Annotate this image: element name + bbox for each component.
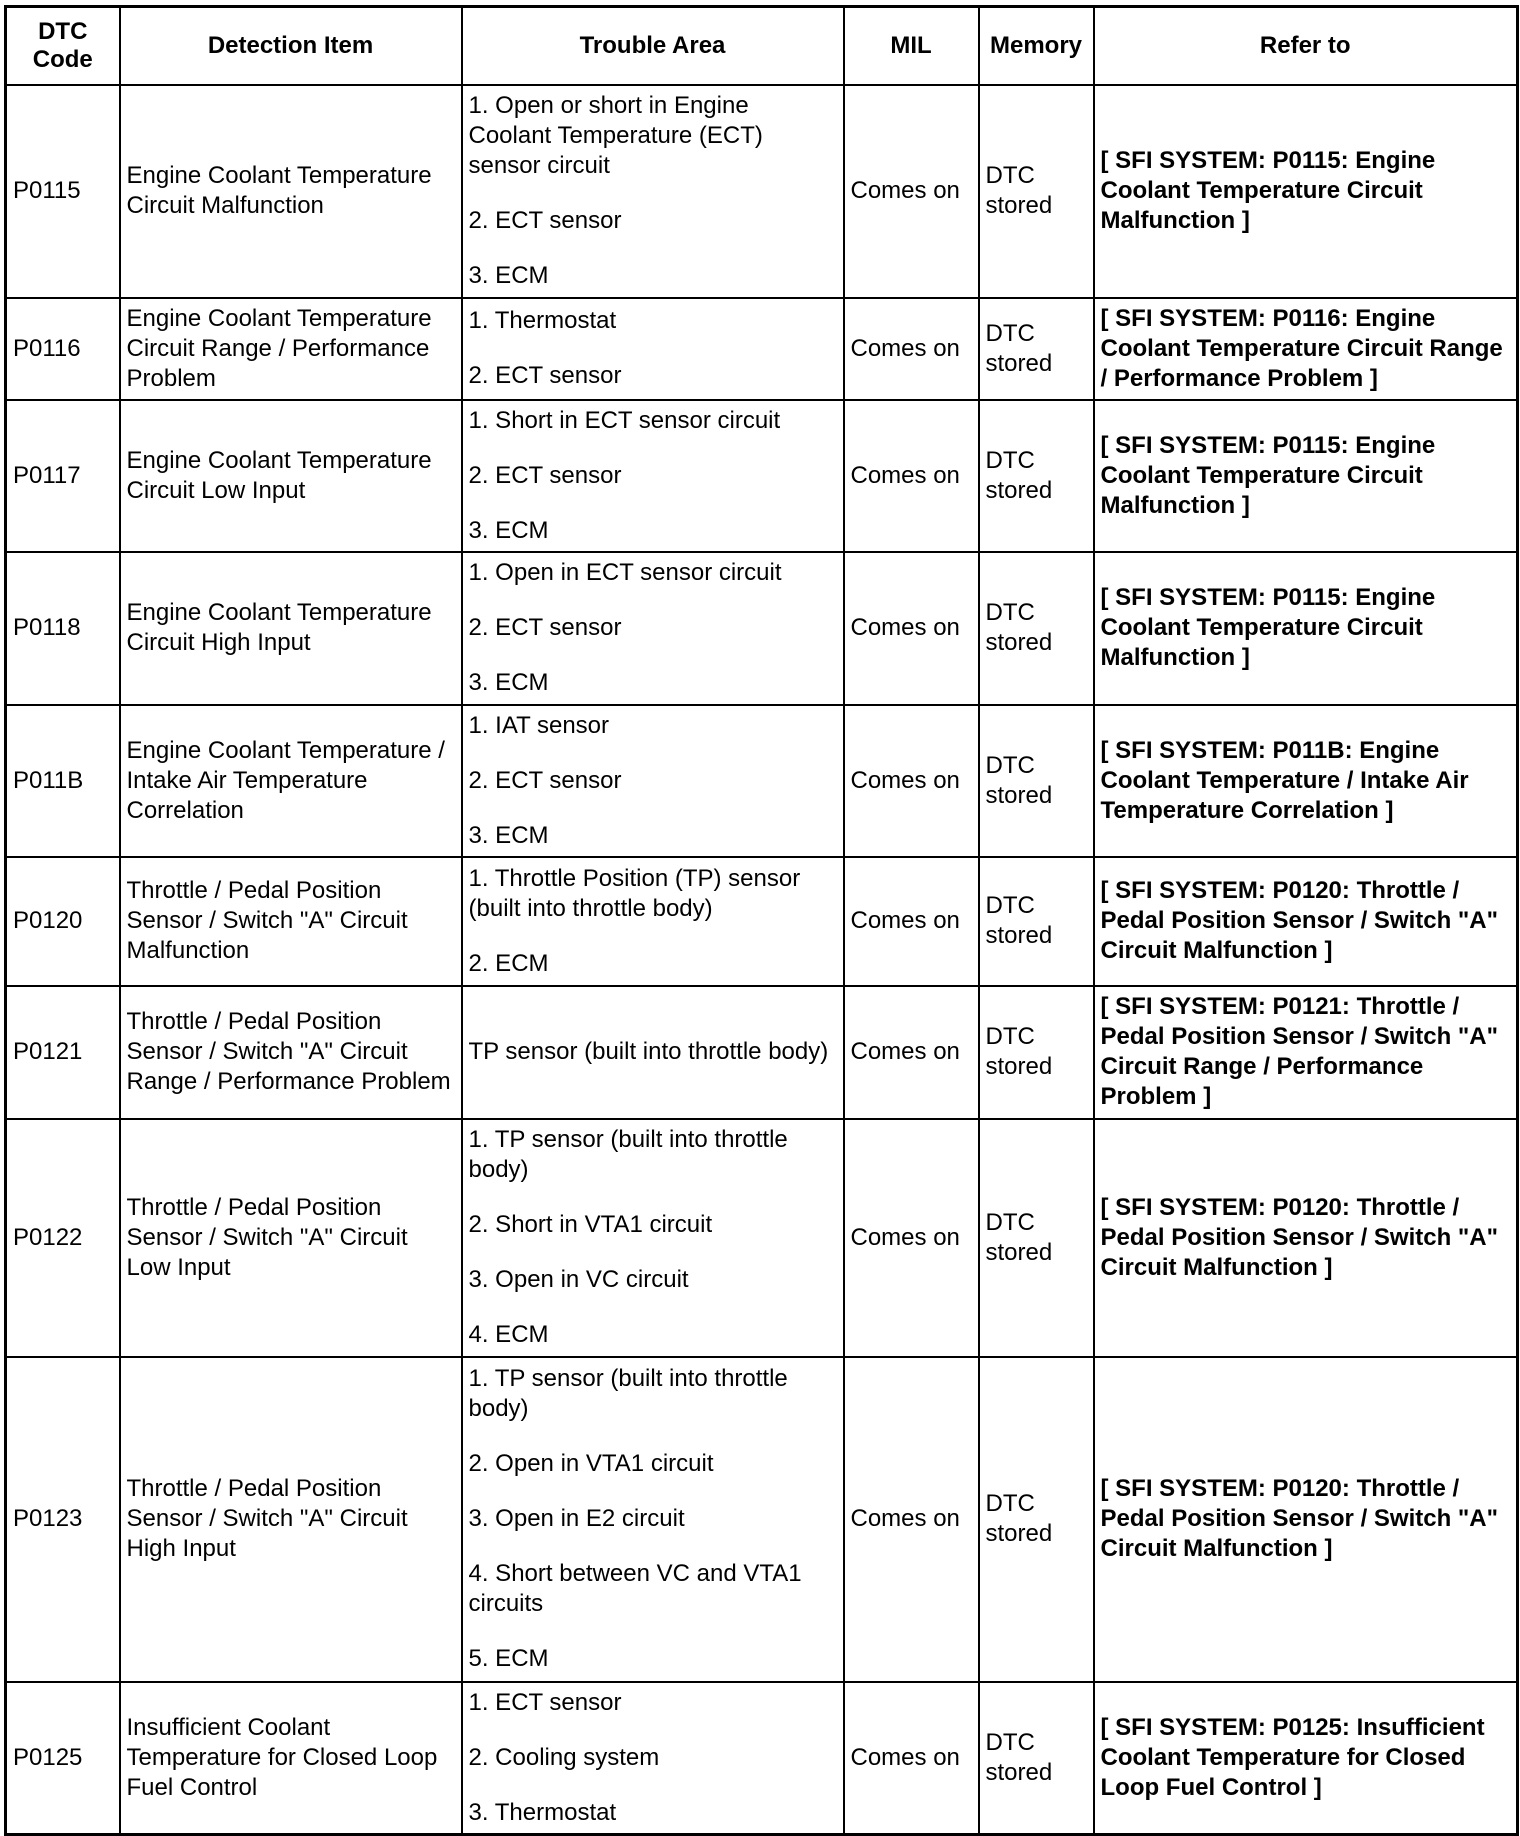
trouble-area-item: 3. Thermostat [468, 1798, 617, 1826]
table-row [6, 857, 1518, 986]
memory-cell: DTC stored [979, 705, 1094, 857]
refer-to-link[interactable]: [ SFI SYSTEM: P0116: Engine Coolant Temperature Circuit Range / Performance Problem ] [1094, 298, 1518, 400]
memory-cell: DTC stored [979, 298, 1094, 400]
mil-cell: Comes on [844, 298, 979, 400]
trouble-area-cell [462, 857, 844, 986]
trouble-area-item: 1. ECT sensor [468, 1688, 622, 1716]
refer-to-link[interactable]: [ SFI SYSTEM: P0115: Engine Coolant Temperature Circuit Malfunction ] [1094, 85, 1518, 298]
memory-cell: DTC stored [979, 857, 1094, 986]
table-row [6, 552, 1518, 705]
trouble-area-item: 2. Short in VTA1 circuit [468, 1211, 713, 1238]
dtc-code-cell: P0116 [6, 298, 120, 400]
trouble-area-cell [462, 1357, 844, 1682]
table-header [6, 7, 1518, 85]
trouble-area-item: 2. ECT sensor [468, 461, 622, 489]
dtc-code-cell: P0125 [6, 1682, 120, 1835]
trouble-area-item: 1. Short in ECT sensor circuit [468, 406, 781, 434]
memory-cell: DTC stored [979, 1119, 1094, 1357]
dtc-code-cell: P0115 [6, 85, 120, 298]
trouble-area-item: 2. ECT sensor [468, 614, 622, 641]
dtc-code-cell: P0122 [6, 1119, 120, 1357]
detection-item-cell: Throttle / Pedal Position Sensor / Switch "A" Circuit Low Input [120, 1119, 462, 1357]
trouble-area-item: 1. TP sensor (built into throttle body) [468, 1126, 788, 1183]
memory-cell: DTC stored [979, 400, 1094, 552]
trouble-area-item: 2. ECT sensor [468, 766, 622, 794]
trouble-area-item: 3. Open in VC circuit [468, 1266, 689, 1293]
header-detection-item: Detection Item [120, 7, 462, 85]
dtc-document [4, 5, 1516, 1826]
refer-to-link[interactable]: [ SFI SYSTEM: P0115: Engine Coolant Temperature Circuit Malfunction ] [1094, 552, 1518, 705]
refer-to-link[interactable]: [ SFI SYSTEM: P0120: Throttle / Pedal Position Sensor / Switch "A" Circuit Malfunction ] [1094, 1357, 1518, 1682]
trouble-area-item: TP sensor (built into throttle body) [468, 1038, 829, 1065]
mil-cell: Comes on [844, 400, 979, 552]
memory-cell: DTC stored [979, 1682, 1094, 1835]
header-mil: MIL [844, 7, 979, 85]
trouble-area-item: 3. ECM [468, 516, 549, 544]
table-row [6, 1357, 1518, 1682]
mil-cell: Comes on [844, 1357, 979, 1682]
trouble-area-cell [462, 552, 844, 705]
trouble-area-cell [462, 986, 844, 1119]
detection-item-cell: Engine Coolant Temperature Circuit Malfunction [120, 85, 462, 298]
memory-cell: DTC stored [979, 85, 1094, 298]
refer-to-link[interactable]: [ SFI SYSTEM: P0120: Throttle / Pedal Position Sensor / Switch "A" Circuit Malfunction ] [1094, 1119, 1518, 1357]
detection-item-cell: Engine Coolant Temperature / Intake Air Temperature Correlation [120, 705, 462, 857]
trouble-area-cell [462, 1119, 844, 1357]
detection-item-cell: Throttle / Pedal Position Sensor / Switch "A" Circuit Malfunction [120, 857, 462, 986]
header-refer-to: Refer to [1094, 7, 1518, 85]
trouble-area-item: 4. Short between VC and VTA1 circuits [468, 1560, 802, 1617]
mil-cell: Comes on [844, 1119, 979, 1357]
trouble-area-item: 2. Cooling system [468, 1743, 660, 1771]
detection-item-cell: Throttle / Pedal Position Sensor / Switch "A" Circuit Range / Performance Problem [120, 986, 462, 1119]
memory-cell: DTC stored [979, 1357, 1094, 1682]
trouble-area-item: 2. ECT sensor [468, 362, 622, 389]
trouble-area-item: 1. Open or short in Engine Coolant Temperature (ECT) sensor circuit [468, 92, 763, 179]
mil-cell: Comes on [844, 85, 979, 298]
trouble-area-cell [462, 400, 844, 552]
trouble-area-cell [462, 85, 844, 298]
trouble-area-item: 1. TP sensor (built into throttle body) [468, 1365, 788, 1422]
memory-cell: DTC stored [979, 552, 1094, 705]
table-body [6, 85, 1518, 1835]
refer-to-link[interactable]: [ SFI SYSTEM: P0125: Insufficient Coolant Temperature for Closed Loop Fuel Control ] [1094, 1682, 1518, 1835]
trouble-area-cell [462, 298, 844, 400]
dtc-code-cell: P0120 [6, 857, 120, 986]
trouble-area-item: 3. Open in E2 circuit [468, 1505, 685, 1532]
trouble-area-item: 2. ECT sensor [468, 207, 622, 234]
header-dtc-code: DTC Code [6, 7, 120, 85]
refer-to-link[interactable]: [ SFI SYSTEM: P0121: Throttle / Pedal Position Sensor / Switch "A" Circuit Range / Performance Problem ] [1094, 986, 1518, 1119]
mil-cell: Comes on [844, 552, 979, 705]
table-row [6, 705, 1518, 857]
refer-to-link[interactable]: [ SFI SYSTEM: P0115: Engine Coolant Temperature Circuit Malfunction ] [1094, 400, 1518, 552]
trouble-area-item: 3. ECM [468, 669, 549, 696]
detection-item-cell: Engine Coolant Temperature Circuit High Input [120, 552, 462, 705]
dtc-code-cell: P011B [6, 705, 120, 857]
trouble-area-item: 1. Open in ECT sensor circuit [468, 559, 782, 586]
table-row [6, 986, 1518, 1119]
trouble-area-cell [462, 1682, 844, 1835]
trouble-area-item: 1. Thermostat [468, 307, 617, 334]
trouble-area-item: 4. ECM [468, 1321, 549, 1348]
trouble-area-item: 3. ECM [468, 821, 549, 849]
detection-item-cell: Engine Coolant Temperature Circuit Low Input [120, 400, 462, 552]
mil-cell: Comes on [844, 1682, 979, 1835]
header-memory: Memory [979, 7, 1094, 85]
trouble-area-item: 1. Throttle Position (TP) sensor (built into throttle body) [468, 864, 801, 922]
dtc-code-cell: P0121 [6, 986, 120, 1119]
detection-item-cell: Engine Coolant Temperature Circuit Range / Performance Problem [120, 298, 462, 400]
trouble-area-item: 5. ECM [468, 1645, 549, 1672]
table-row [6, 1119, 1518, 1357]
table-row [6, 298, 1518, 400]
mil-cell: Comes on [844, 705, 979, 857]
refer-to-link[interactable]: [ SFI SYSTEM: P011B: Engine Coolant Temperature / Intake Air Temperature Correlation ] [1094, 705, 1518, 857]
header-trouble-area: Trouble Area [462, 7, 844, 85]
trouble-area-item: 1. IAT sensor [468, 711, 610, 739]
detection-item-cell: Throttle / Pedal Position Sensor / Switch "A" Circuit High Input [120, 1357, 462, 1682]
dtc-code-cell: P0117 [6, 400, 120, 552]
dtc-code-cell: P0118 [6, 552, 120, 705]
table-row [6, 85, 1518, 298]
trouble-area-cell [462, 705, 844, 857]
table-row [6, 1682, 1518, 1835]
mil-cell: Comes on [844, 986, 979, 1119]
detection-item-cell: Insufficient Coolant Temperature for Closed Loop Fuel Control [120, 1682, 462, 1835]
refer-to-link[interactable]: [ SFI SYSTEM: P0120: Throttle / Pedal Position Sensor / Switch "A" Circuit Malfunction ] [1094, 857, 1518, 986]
trouble-area-item: 2. Open in VTA1 circuit [468, 1450, 714, 1477]
dtc-table [4, 5, 1519, 1836]
header-row [6, 7, 1518, 85]
table-row [6, 400, 1518, 552]
mil-cell: Comes on [844, 857, 979, 986]
dtc-code-cell: P0123 [6, 1357, 120, 1682]
memory-cell: DTC stored [979, 986, 1094, 1119]
trouble-area-item: 2. ECM [468, 949, 549, 977]
trouble-area-item: 3. ECM [468, 262, 549, 289]
